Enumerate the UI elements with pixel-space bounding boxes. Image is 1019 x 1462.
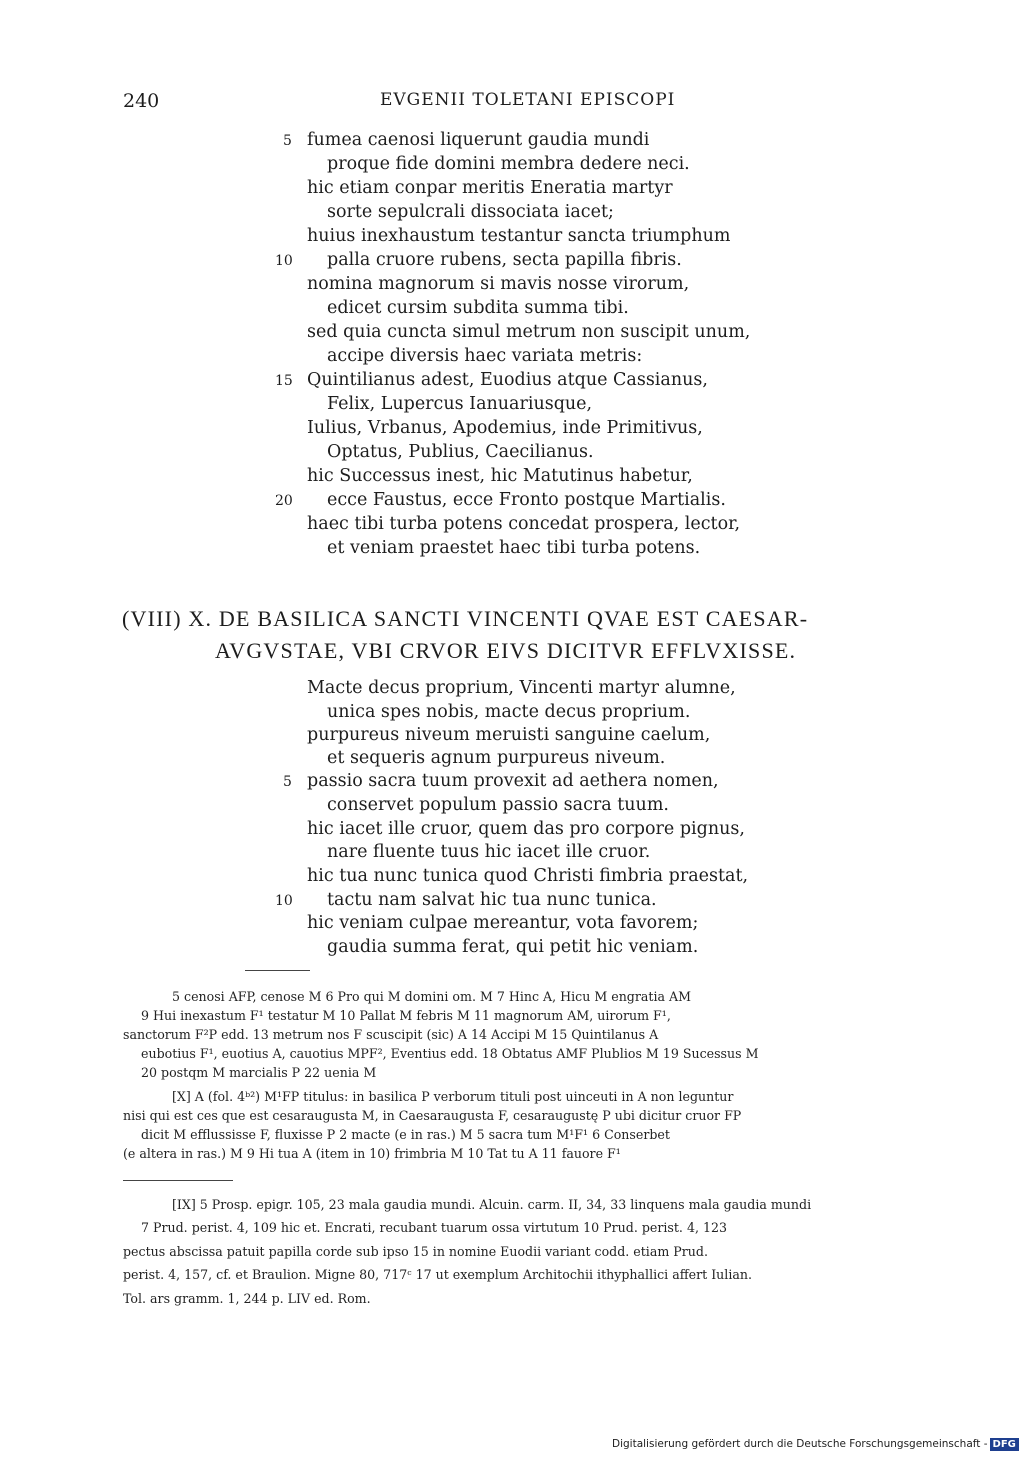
verse-line: purpureus niveum meruisti sanguine caelum, xyxy=(307,725,711,745)
verse-line: hic iacet ille cruor, quem das pro corpore pignus, xyxy=(307,819,745,839)
verse-line: hic Successus inest, hic Matutinus habetur, xyxy=(307,466,693,486)
apparatus-line: sanctorum F²P edd. 13 metrum nos F scuscipit (sic) A 14 Accipi M 15 Quintilanus A xyxy=(123,1027,659,1042)
credit-text: Digitalisierung gefördert durch die Deutsche Forschungsgemeinschaft - xyxy=(612,1438,988,1450)
section-title-line-1: (VIII) X. DE BASILICA SANCTI VINCENTI QVAE EST CAESAR- xyxy=(122,606,809,631)
source-line: pectus abscissa patuit papilla corde sub ipso 15 in nomine Euodii variant codd. etiam Prud. xyxy=(123,1244,708,1259)
verse-line: huius inexhaustum testantur sancta triumphum xyxy=(307,226,731,246)
verse-line: Macte decus proprium, Vincenti martyr alumne, xyxy=(307,678,736,698)
source-line: 7 Prud. perist. 4, 109 hic et. Encrati, recubant tuarum ossa virtutum 10 Prud. perist. 4, 123 xyxy=(141,1220,727,1235)
verse-line: Optatus, Publius, Caecilianus. xyxy=(327,442,594,462)
apparatus-divider xyxy=(245,970,310,971)
verse-line: conservet populum passio sacra tuum. xyxy=(327,795,669,815)
sources-divider xyxy=(123,1180,233,1181)
apparatus-line: eubotius F¹, euotius A, cauotius MPF², Eventius edd. 18 Obtatus AMF Plublios M 19 Sucessus M xyxy=(141,1046,759,1061)
section-title-line-2: AVGVSTAE, VBI CRVOR EIVS DICITVR EFFLVXISSE. xyxy=(215,638,797,663)
verse-line: edicet cursim subdita summa tibi. xyxy=(327,298,629,318)
verse-line: Iulius, Vrbanus, Apodemius, inde Primitivus, xyxy=(307,418,703,438)
verse-line: fumea caenosi liquerunt gaudia mundi xyxy=(307,130,650,150)
verse-line: sorte sepulcrali dissociata iacet; xyxy=(327,202,614,222)
apparatus-line: [X] A (fol. 4ᵇ²) M¹FP titulus: in basilica P verborum tituli post uinceuti in A non leguntur xyxy=(172,1089,734,1104)
verse-line: nomina magnorum si mavis nosse virorum, xyxy=(307,274,690,294)
source-line: Tol. ars gramm. 1, 244 p. LIV ed. Rom. xyxy=(123,1291,371,1306)
line-number: 5 xyxy=(283,774,292,790)
page-number: 240 xyxy=(123,90,160,112)
running-title: EVGENII TOLETANI EPISCOPI xyxy=(380,90,676,110)
source-line: [IX] 5 Prosp. epigr. 105, 23 mala gaudia mundi. Alcuin. carm. II, 34, 33 linquens mala gaudia mundi xyxy=(172,1197,812,1212)
verse-line: passio sacra tuum provexit ad aethera nomen, xyxy=(307,771,719,791)
source-line: perist. 4, 157, cf. et Braulion. Migne 80, 717ᶜ 17 ut exemplum Architochii ithyphallici affert Iulian. xyxy=(123,1267,752,1282)
line-number: 20 xyxy=(275,493,293,509)
verse-line: nare fluente tuus hic iacet ille cruor. xyxy=(327,842,651,862)
line-number: 15 xyxy=(275,373,293,389)
apparatus-line: 5 cenosi AFP, cenose M 6 Pro qui M domini om. M 7 Hinc A, Hicu M engratia AM xyxy=(172,989,691,1004)
verse-line: et veniam praestet haec tibi turba potens. xyxy=(327,538,701,558)
apparatus-line: (e altera in ras.) M 9 Hi tua A (item in 10) frimbria M 10 Tat tu A 11 fauore F¹ xyxy=(123,1146,621,1161)
verse-line: ecce Faustus, ecce Fronto postque Martialis. xyxy=(327,490,726,510)
verse-line: unica spes nobis, macte decus proprium. xyxy=(327,702,691,722)
apparatus-line: nisi qui est ces que est cesaraugusta M, in Caesaraugusta F, cesaraugustę P ubi dicitur cruor FP xyxy=(123,1108,742,1123)
verse-line: hic veniam culpae mereantur, vota favorem; xyxy=(307,913,699,933)
verse-line: hic etiam conpar meritis Eneratia martyr xyxy=(307,178,673,198)
verse-line: hic tua nunc tunica quod Christi fimbria praestat, xyxy=(307,866,749,886)
digitization-credit xyxy=(612,1438,1019,1451)
apparatus-line: dicit M efflussisse F, fluxisse P 2 macte (e in ras.) M 5 sacra tum M¹F¹ 6 Conserbet xyxy=(141,1127,670,1142)
dfg-logo[interactable]: DFG xyxy=(990,1438,1019,1451)
page-header xyxy=(0,90,1000,120)
verse-line: gaudia summa ferat, qui petit hic veniam. xyxy=(327,937,699,957)
verse-line: proque fide domini membra dedere neci. xyxy=(327,154,690,174)
verse-line: Quintilianus adest, Euodius atque Cassianus, xyxy=(307,370,708,390)
line-number: 10 xyxy=(275,893,293,909)
verse-line: sed quia cuncta simul metrum non suscipit unum, xyxy=(307,322,751,342)
verse-line: tactu nam salvat hic tua nunc tunica. xyxy=(327,890,657,910)
verse-line: et sequeris agnum purpureus niveum. xyxy=(327,748,666,768)
verse-line: accipe diversis haec variata metris: xyxy=(327,346,643,366)
verse-line: haec tibi turba potens concedat prospera, lector, xyxy=(307,514,741,534)
verse-line: Felix, Lupercus Ianuariusque, xyxy=(327,394,593,414)
line-number: 10 xyxy=(275,253,293,269)
apparatus-line: 9 Hui inexastum F¹ testatur M 10 Pallat M febris M 11 magnorum AM, uirorum F¹, xyxy=(141,1008,671,1023)
verse-line: palla cruore rubens, secta papilla fibris. xyxy=(327,250,682,270)
line-number: 5 xyxy=(283,133,292,149)
apparatus-line: 20 postqm M marcialis P 22 uenia M xyxy=(141,1065,377,1080)
